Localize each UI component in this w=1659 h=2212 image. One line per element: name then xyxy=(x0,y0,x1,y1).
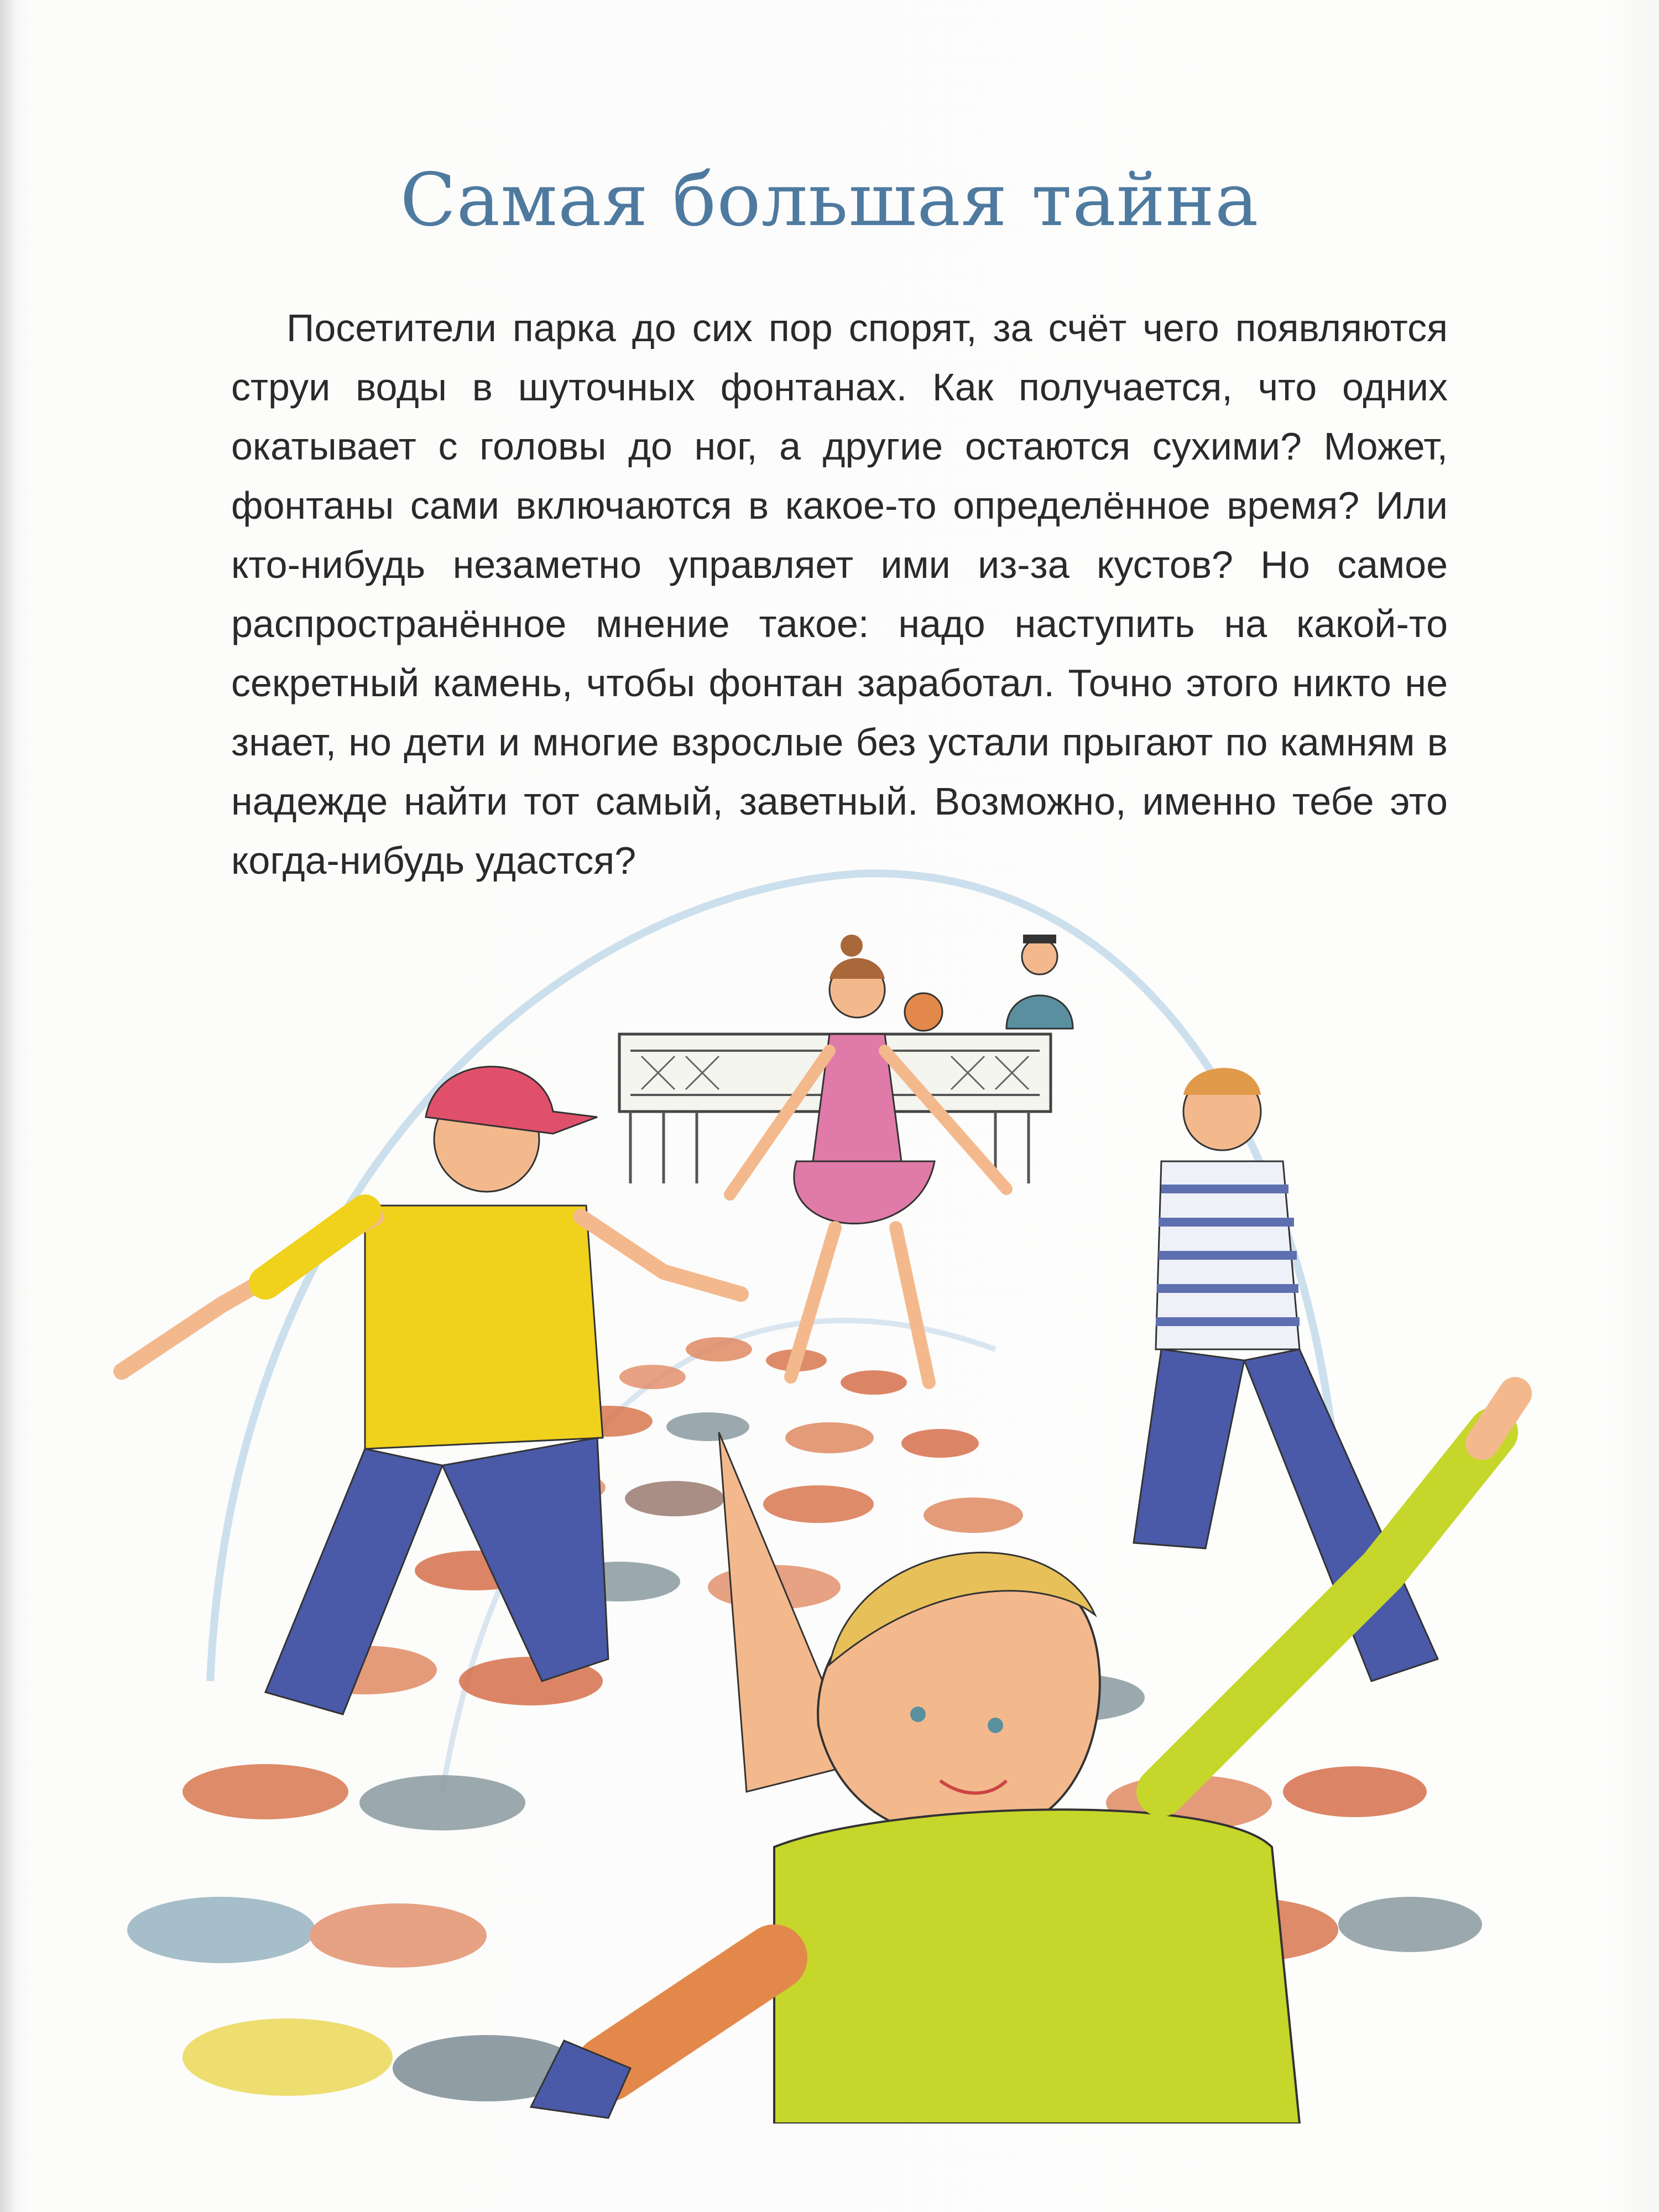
page-title: Самая большая тайна xyxy=(400,158,1259,243)
page-gutter-shadow xyxy=(0,0,17,2212)
ball xyxy=(905,993,942,1031)
illustration-children-fountain xyxy=(55,852,1548,2124)
article-paragraph: Посетители парка до сих пор спорят, за счёт чего появляются струи воды в шуточных фонтанах. Как получается, что одних окатывает с головы до ног, а другие остаются сухими? Может, фонтаны сами включаются в какое-то определённое время? Или кто-нибудь незаметно управляет ими из-за кустов? Но самое распространённое мнение такое: надо наступить на какой-то секретный камень, чтобы фонтан заработал. Точно этого никто не знает, но дети и многие взрослые без устали прыгают по камням в надежде найти тот самый, заветный. Возможно, именно тебе это когда-нибудь удастся? xyxy=(231,306,1448,882)
figure-girl-pink-dress xyxy=(730,935,1006,1383)
figure-man-background xyxy=(1006,935,1073,1029)
